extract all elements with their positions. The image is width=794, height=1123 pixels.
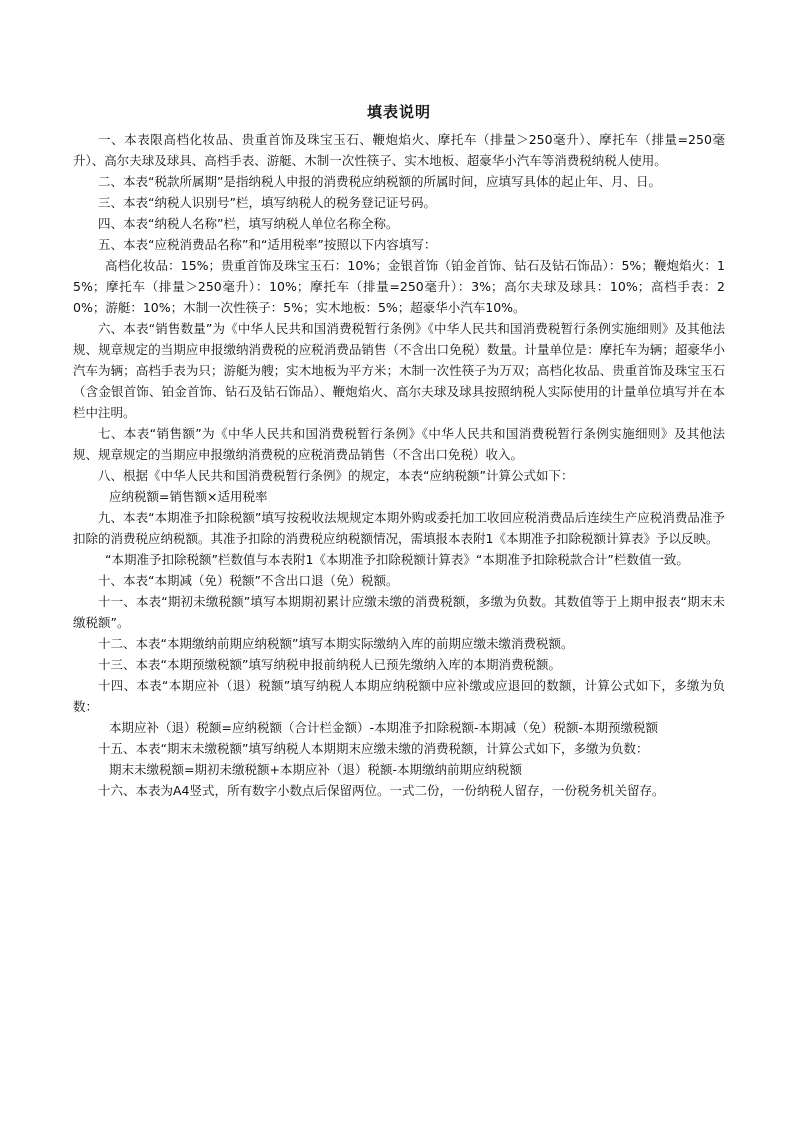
instruction-5: 五、本表“应税消费品名称”和“适用税率”按照以下内容填写： (98, 237, 437, 252)
instruction-9: 九、本表“本期准予扣除税额”填写按税收法规规定本期外购或委托加工收回应税消费品后连续生产应税消费品准予扣除的消费税应纳税额。其准予扣除的消费税应纳税额情况，需填报本表附1《本期准予扣除税额计算表》予以反映。 (73, 510, 725, 546)
instruction-11: 十一、本表“期初未缴税额”填写本期期初累计应缴未缴的消费税额，多缴为负数。其数值等于上期申报表“期末未缴税额”。 (73, 594, 725, 630)
instruction-12: 十二、本表“本期缴纳前期应纳税额”填写本期实际缴纳入库的前期应缴未缴消费税额。 (98, 636, 574, 651)
instruction-13: 十三、本表“本期预缴税额”填写纳税申报前纳税人已预先缴纳入库的本期消费税额。 (98, 657, 561, 672)
instruction-2: 二、本表“税款所属期”是指纳税人申报的消费税应纳税额的所属时间，应填写具体的起止年、月、日。 (98, 174, 661, 189)
formula-refund: 本期应补（退）税额=应纳税额（合计栏金额）-本期准予扣除税额-本期减（免）税额-本期预缴税额 (109, 720, 659, 735)
formula-ending-unpaid: 期末未缴税额=期初未缴税额+本期应补（退）税额-本期缴纳前期应纳税额 (109, 762, 522, 777)
instruction-10: 十、本表“本期减（免）税额”不含出口退（免）税额。 (98, 573, 399, 588)
page-title: 填表说明 (366, 103, 431, 121)
tax-rate-list: 高档化妆品：15%；贵重首饰及珠宝玉石：10%；金银首饰（铂金首饰、钻石及钻石饰品）：5%；鞭炮焰火：15%；摩托车（排量＞250毫升）：10%；摩托车（排量=250毫升）：3%；高尔夫球及球具：10%；高档手表：20%；游艇：10%；木制一次性筷子：5%；实木地板：5%；超豪华小汽车10%。 (73, 258, 725, 315)
instruction-14: 十四、本表“本期应补（退）税额”填写纳税人本期应纳税额中应补缴或应退回的数额，计算公式如下，多缴为负数： (73, 678, 725, 714)
instruction-7: 七、本表“销售额”为《中华人民共和国消费税暂行条例》《中华人民共和国消费税暂行条例实施细则》及其他法规、规章规定的当期应申报缴纳消费税的应税消费品销售（不含出口免税）收入。 (73, 426, 725, 462)
instruction-3: 三、本表“纳税人识别号”栏，填写纳税人的税务登记证号码。 (98, 195, 436, 210)
instruction-4: 四、本表“纳税人名称”栏，填写纳税人单位名称全称。 (98, 216, 399, 231)
instruction-8: 八、根据《中华人民共和国消费税暂行条例》的规定，本表“应纳税额”计算公式如下： (98, 468, 574, 483)
instructions-page (73, 102, 725, 801)
instruction-9-note: “本期准予扣除税额”栏数值与本表附1《本期准予扣除税额计算表》“本期准予扣除税款合计”栏数值一致。 (105, 552, 689, 567)
instruction-6: 六、本表“销售数量”为《中华人民共和国消费税暂行条例》《中华人民共和国消费税暂行条例实施细则》及其他法规、规章规定的当期应申报缴纳消费税的应税消费品销售（不含出口免税）数量。计量单位是：摩托车为辆；超豪华小汽车为辆；高档手表为只；游艇为艘；实木地板为平方米；木制一次性筷子为万双；高档化妆品、贵重首饰及珠宝玉石（含金银首饰、铂金首饰、钻石及钻石饰品）、鞭炮焰火、高尔夫球及球具按照纳税人实际使用的计量单位填写并在本栏中注明。 (73, 321, 725, 420)
instruction-15: 十五、本表“期末未缴税额”填写纳税人本期期末应缴未缴的消费税额，计算公式如下，多缴为负数： (98, 741, 649, 756)
instruction-1: 一、本表限高档化妆品、贵重首饰及珠宝玉石、鞭炮焰火、摩托车（排量＞250毫升）、摩托车（排量=250毫升）、高尔夫球及球具、高档手表、游艇、木制一次性筷子、实木地板、超豪华小汽车等消费税纳税人使用。 (73, 132, 725, 168)
formula-tax-payable: 应纳税额=销售额×适用税率 (109, 489, 268, 504)
instruction-16: 十六、本表为A4竖式，所有数字小数点后保留两位。一式二份，一份纳税人留存，一份税务机关留存。 (98, 783, 665, 798)
